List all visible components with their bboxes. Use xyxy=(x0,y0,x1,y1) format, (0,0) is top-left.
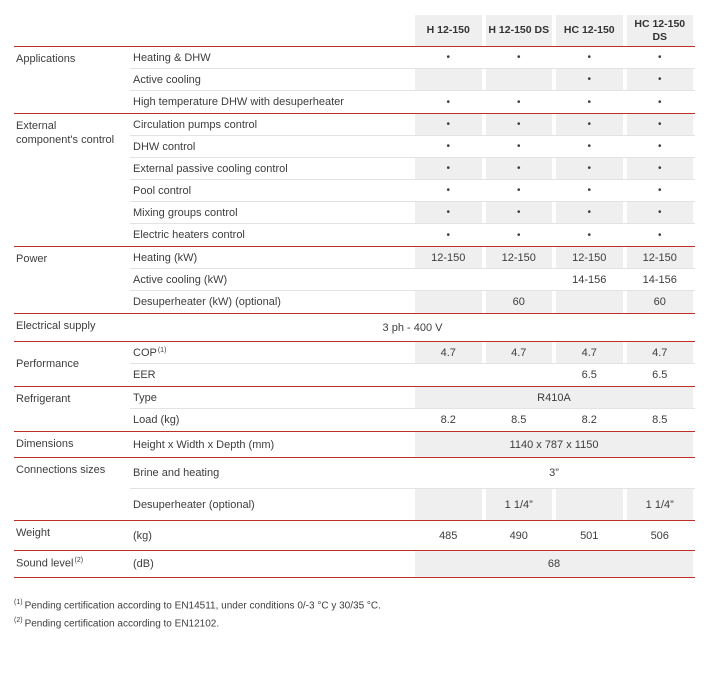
row-attribute-label xyxy=(130,202,413,223)
table-section xyxy=(14,113,695,246)
row-attribute-label xyxy=(130,364,413,386)
value-cell: 485 xyxy=(439,529,458,542)
value-cell: 4.7 xyxy=(415,342,482,363)
value-cell: 60 xyxy=(486,291,553,313)
row-attribute-text: COP xyxy=(133,346,157,359)
section-label xyxy=(14,247,130,313)
feature-dot-cell: • xyxy=(556,202,623,223)
feature-dot-cell: • xyxy=(486,114,553,135)
table-row xyxy=(130,432,695,457)
table-row xyxy=(130,489,695,520)
row-attribute-text: High temperature DHW with desuperheater xyxy=(133,96,344,108)
row-attribute-text: Mixing groups control xyxy=(133,206,238,219)
table-section xyxy=(14,46,695,113)
attribute-footnote-marker: (1) xyxy=(157,347,167,354)
section-label-text: External component's control xyxy=(16,120,115,147)
table-row xyxy=(130,551,695,577)
section-label xyxy=(14,458,130,520)
value-cell: 1 1/4” xyxy=(627,489,694,520)
feature-dot-cell: • xyxy=(446,52,450,63)
row-attribute-text: External passive cooling control xyxy=(133,162,288,175)
row-attribute-text: Active cooling xyxy=(133,73,201,86)
row-attribute-text: Load (kg) xyxy=(133,414,180,426)
section-label-text: Dimensions xyxy=(16,438,74,450)
model-column-header: H 12-150 DS xyxy=(486,15,553,46)
section-label-text: Performance xyxy=(16,357,79,370)
value-cell: 4.7 xyxy=(556,342,623,363)
row-attribute-text: Active cooling (kW) xyxy=(133,273,228,286)
table-row xyxy=(130,458,695,489)
feature-dot-cell: • xyxy=(486,202,553,223)
section-label-text: Electrical supply xyxy=(16,320,96,332)
row-attribute-label xyxy=(130,247,413,268)
table-row xyxy=(130,136,695,158)
row-attribute-text: Desuperheater (kW) (optional) xyxy=(133,296,281,308)
feature-dot-cell: • xyxy=(556,114,623,135)
feature-dot-cell: • xyxy=(446,141,450,152)
section-label xyxy=(14,314,130,341)
footnote-marker: (2) xyxy=(14,617,23,625)
section-label-text: Weight xyxy=(16,527,51,539)
row-attribute-text: Heating & DHW xyxy=(133,51,211,64)
row-attribute-label xyxy=(130,269,413,290)
section-label xyxy=(14,114,130,246)
row-attribute-text: Type xyxy=(133,391,157,404)
value-cell: 506 xyxy=(650,529,669,542)
value-cell: 12-150 xyxy=(486,247,553,268)
section-label xyxy=(14,47,130,113)
table-row xyxy=(130,202,695,224)
table-row xyxy=(130,180,695,202)
footnote-line xyxy=(14,613,708,631)
feature-dot-cell: • xyxy=(415,202,482,223)
row-attribute-text: Pool control xyxy=(133,184,192,197)
feature-dot-cell: • xyxy=(446,229,450,241)
footnote-text: Pending certification according to EN12102. xyxy=(24,618,220,630)
table-row xyxy=(130,314,695,341)
feature-dot-cell: • xyxy=(556,69,623,90)
footnote-line xyxy=(14,595,708,613)
feature-dot-cell: • xyxy=(516,229,521,241)
row-attribute-label xyxy=(130,432,413,457)
row-attribute-text: Desuperheater (optional) xyxy=(133,498,255,511)
row-attribute-text: Brine and heating xyxy=(133,467,220,479)
row-attribute-label xyxy=(130,387,413,408)
spec-sheet-page xyxy=(0,15,708,674)
table-row xyxy=(130,387,695,409)
merged-value-cell: R410A xyxy=(415,387,693,408)
section-label-text: Refrigerant xyxy=(16,393,71,405)
value-cell: 501 xyxy=(580,529,599,542)
row-attribute-text: Heating (kW) xyxy=(133,251,198,264)
row-attribute-label xyxy=(130,136,413,157)
table-row xyxy=(130,91,695,113)
value-cell: 6.5 xyxy=(581,369,597,381)
row-attribute-label xyxy=(130,291,413,313)
row-attribute-text: DHW control xyxy=(133,140,196,153)
value-cell xyxy=(556,291,623,313)
model-column-header: HC 12-150 xyxy=(556,15,623,46)
row-attribute-label xyxy=(130,521,413,550)
feature-dot-cell: • xyxy=(446,185,450,196)
value-cell: 8.5 xyxy=(652,414,668,426)
feature-dot-cell: • xyxy=(587,185,591,196)
value-cell: 8.2 xyxy=(581,414,597,426)
feature-dot-cell: • xyxy=(556,158,623,179)
table-section xyxy=(14,246,695,313)
row-attribute-label xyxy=(130,114,413,135)
section-label-footnote-marker: (2) xyxy=(74,557,84,564)
value-cell xyxy=(415,489,482,520)
value-cell xyxy=(415,269,482,290)
feature-dot-cell: • xyxy=(587,141,591,152)
table-row xyxy=(130,224,695,246)
table-row xyxy=(130,364,695,386)
row-attribute-label xyxy=(130,158,413,179)
table-row xyxy=(130,342,695,364)
table-row xyxy=(130,409,695,431)
value-cell: 12-150 xyxy=(415,247,482,268)
feature-dot-cell: • xyxy=(627,158,694,179)
table-section xyxy=(14,550,695,578)
value-cell: 490 xyxy=(509,529,528,542)
row-attribute-label xyxy=(130,91,413,113)
feature-dot-cell: • xyxy=(516,185,521,196)
row-attribute-label xyxy=(130,47,413,68)
row-attribute-label xyxy=(130,551,413,577)
feature-dot-cell: • xyxy=(627,202,694,223)
row-attribute-label xyxy=(130,180,413,201)
row-attribute-text: (kg) xyxy=(133,529,152,542)
feature-dot-cell: • xyxy=(627,114,694,135)
row-attribute-text: Circulation pumps control xyxy=(133,118,258,131)
feature-dot-cell: • xyxy=(657,229,662,241)
row-attribute-text: EER xyxy=(133,369,156,381)
value-cell: 14-156 xyxy=(642,273,677,286)
table-section xyxy=(14,457,695,520)
feature-dot-cell: • xyxy=(627,69,694,90)
table-row xyxy=(130,291,695,313)
table-row xyxy=(130,69,695,91)
table-row xyxy=(130,521,695,550)
row-attribute-label xyxy=(130,458,413,488)
table-row xyxy=(130,247,695,269)
model-column-header: H 12-150 xyxy=(415,15,482,46)
value-cell: 4.7 xyxy=(486,342,553,363)
merged-value-cell: 68 xyxy=(415,551,693,577)
value-cell xyxy=(415,291,482,313)
row-attribute-text: Height x Width x Depth (mm) xyxy=(133,438,275,451)
merged-value-cell: 1140 x 787 x 1150 xyxy=(415,432,693,457)
section-label-text: Applications xyxy=(16,53,76,65)
merged-value-cell: 3” xyxy=(549,467,559,479)
value-cell: 6.5 xyxy=(652,369,668,381)
feature-dot-cell: • xyxy=(657,52,662,63)
feature-dot-cell: • xyxy=(516,96,521,108)
section-label xyxy=(14,521,130,550)
value-cell: 12-150 xyxy=(556,247,623,268)
row-attribute-label xyxy=(130,69,413,90)
value-cell: 8.2 xyxy=(440,414,456,426)
value-cell: 14-156 xyxy=(572,273,607,286)
footnotes xyxy=(14,595,708,632)
row-attribute-text: (dB) xyxy=(133,558,154,570)
row-attribute-label xyxy=(130,409,413,431)
value-cell xyxy=(486,69,553,90)
value-cell xyxy=(556,489,623,520)
value-cell: 1 1/4” xyxy=(486,489,553,520)
section-label-text: Connections sizes xyxy=(16,464,106,476)
feature-dot-cell: • xyxy=(415,158,482,179)
table-section xyxy=(14,431,695,457)
section-label xyxy=(14,551,130,577)
row-attribute-label xyxy=(130,342,413,363)
section-label xyxy=(14,387,130,431)
table-row xyxy=(130,269,695,291)
row-attribute-label xyxy=(130,224,413,246)
value-cell xyxy=(486,269,553,290)
full-span-value: 3 ph - 400 V xyxy=(382,321,443,334)
feature-dot-cell: • xyxy=(446,96,450,108)
value-cell: 12-150 xyxy=(627,247,694,268)
section-label xyxy=(14,342,130,386)
spec-table xyxy=(14,46,695,578)
section-label-text: Sound level xyxy=(16,557,74,570)
value-cell: 60 xyxy=(627,291,694,313)
model-column-header: HC 12-150 DS xyxy=(627,15,694,46)
model-header-row xyxy=(413,15,695,46)
table-section xyxy=(14,520,695,550)
table-row xyxy=(130,158,695,180)
feature-dot-cell: • xyxy=(657,185,662,196)
table-section xyxy=(14,341,695,386)
value-cell xyxy=(415,69,482,90)
value-cell xyxy=(486,364,553,386)
feature-dot-cell: • xyxy=(657,96,662,108)
feature-dot-cell: • xyxy=(516,141,521,152)
feature-dot-cell: • xyxy=(587,96,591,108)
feature-dot-cell: • xyxy=(516,52,521,63)
feature-dot-cell: • xyxy=(587,52,591,63)
value-cell: 8.5 xyxy=(511,414,527,426)
row-attribute-text: Electric heaters control xyxy=(133,229,245,241)
table-row xyxy=(130,114,695,136)
footnote-text: Pending certification according to EN14511, under conditions 0/-3 °C y 30/35 °C. xyxy=(24,600,381,612)
footnote-marker: (1) xyxy=(14,599,23,606)
section-label-text: Power xyxy=(16,253,48,265)
value-cell xyxy=(415,364,482,386)
table-section xyxy=(14,386,695,431)
table-row xyxy=(130,47,695,69)
feature-dot-cell: • xyxy=(415,114,482,135)
value-cell: 4.7 xyxy=(627,342,694,363)
feature-dot-cell: • xyxy=(587,229,591,241)
table-section xyxy=(14,313,695,341)
feature-dot-cell: • xyxy=(657,141,662,152)
row-attribute-label xyxy=(130,489,413,520)
section-label xyxy=(14,432,130,457)
feature-dot-cell: • xyxy=(486,158,553,179)
